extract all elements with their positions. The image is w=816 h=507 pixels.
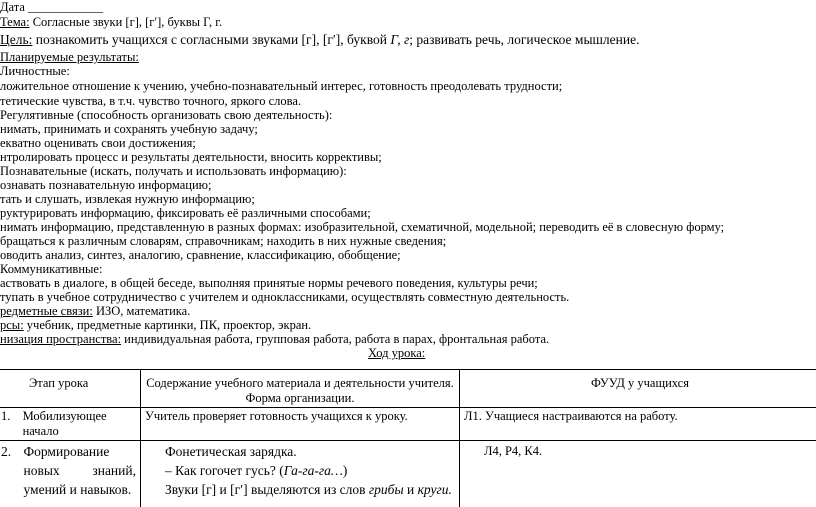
row1-stage (0, 408, 141, 441)
cognitive-item: бращаться к различным словарям, справочникам; находить в них нужные сведения; (0, 234, 447, 248)
goal-line (0, 32, 639, 47)
communicative-item: тупать в учебное сотрудничество с учителем и одноклассниками, осуществлять совместную деятельность. (0, 290, 570, 304)
regulatory-item: нтролировать процесс и результаты деятельности, вносить коррективы; (0, 150, 382, 164)
space-text: индивидуальная работа, групповая работа, работа в парах, фронтальная работа. (121, 332, 550, 346)
row2-sounds-text: Звуки [г] и [г′] выделяются из слов (165, 482, 369, 497)
goal-text: познакомить учащихся с согласными звуками [г], [г′], буквой (32, 32, 391, 47)
resources-line (0, 318, 311, 333)
row2-num: 2. (1, 444, 12, 459)
resources-label: рсы: (0, 318, 24, 332)
communicative-item: аствовать в диалоге, в общей беседе, выполняя принятые нормы речевого поведения, культуры речи; (0, 276, 538, 290)
cognitive-item: ознавать познавательную информацию; (0, 178, 212, 192)
communicative-heading: Коммуникативные: (0, 262, 103, 276)
topic-line (0, 15, 222, 30)
row2-word-2: круги. (417, 482, 452, 497)
regulatory-item: екватно оценивать свои достижения; (0, 136, 196, 150)
resources-text: учебник, предметные картинки, ПК, проектор, экран. (23, 318, 312, 332)
personal-item: тетические чувства, в т.ч. чувство точного, яркого слова. (0, 94, 302, 108)
table-row (0, 441, 816, 507)
topic-text: Согласные звуки [г], [г′], буквы Г, г. (29, 15, 223, 29)
row2-question-text: – Как гогочет гусь? ( (165, 463, 284, 478)
row2-sounds-mid: и (403, 482, 418, 497)
goal-tail: ; развивать речь, логическое мышление. (409, 32, 640, 47)
date-line: Дата ____________ (0, 0, 104, 14)
header-stage: Этап урока (0, 370, 141, 408)
row2-stage-block (1, 442, 136, 499)
goal-letters: Г, г (390, 32, 410, 47)
cognitive-heading: Познавательные (искать, получать и использовать информацию): (0, 164, 347, 178)
row1-fuud: Л1. Учащиеся настраиваются на работу. (460, 408, 816, 441)
row1-stage-text: Мобилизующее начало (22, 409, 107, 438)
goal-label: Цель: (0, 32, 33, 47)
cognitive-item: оводить анализ, синтез, аналогию, сравнение, классификацию, обобщение; (0, 248, 401, 262)
lesson-heading: Ход урока: (368, 346, 426, 360)
row2-stage-text: Формирование новых знаний, умений и навыков. (23, 444, 136, 497)
row2-question-tail: ) (342, 463, 348, 478)
cognitive-item: руктурировать информацию, фиксировать её различными способами; (0, 206, 371, 220)
row2-content-sounds (165, 480, 455, 499)
lesson-table (0, 369, 816, 507)
cognitive-item: нимать информацию, представленную в разных формах: изобразительной, схематичной, модельной; переводить её в словесную форму; (0, 220, 725, 234)
results-heading: Планируемые результаты: (0, 50, 139, 64)
row2-content-question (165, 461, 455, 480)
row1-content: Учитель проверяет готовность учащихся к уроку. (141, 408, 460, 441)
row2-content (141, 441, 460, 507)
table-header-row (0, 370, 816, 408)
personal-item: ложительное отношение к учению, учебно-познавательный интерес, готовность преодолевать трудности; (0, 79, 563, 93)
subject-links-text: ИЗО, математика. (92, 304, 191, 318)
cognitive-item: тать и слушать, извлекая нужную информацию; (0, 192, 255, 206)
row1-num: 1. (1, 409, 11, 423)
row2-content-title: Фонетическая зарядка. (165, 444, 297, 459)
row2-word-1: грибы (368, 482, 404, 497)
table-row (0, 408, 816, 441)
header-content-line2: Форма организации. (245, 391, 355, 405)
subject-links-line (0, 304, 190, 319)
row2-fuud: Л4, Р4, К4. (460, 441, 816, 507)
personal-heading: Личностные: (0, 64, 70, 78)
space-line (0, 332, 549, 347)
space-label: низация пространства: (0, 332, 122, 346)
header-content (141, 370, 460, 408)
row1-stage-block (1, 409, 136, 439)
topic-label: Тема: (0, 15, 30, 29)
header-fuud: ФУУД у учащихся (460, 370, 816, 408)
row2-question-italic: Га-га-га… (283, 463, 343, 478)
regulatory-heading: Регулятивные (способность организовать свою деятельность): (0, 108, 333, 122)
header-content-line1: Содержание учебного материала и деятельности учителя. (146, 376, 454, 390)
subject-links-label: редметные связи: (0, 304, 93, 318)
row2-stage (0, 441, 141, 507)
regulatory-item: нимать, принимать и сохранять учебную задачу; (0, 122, 258, 136)
